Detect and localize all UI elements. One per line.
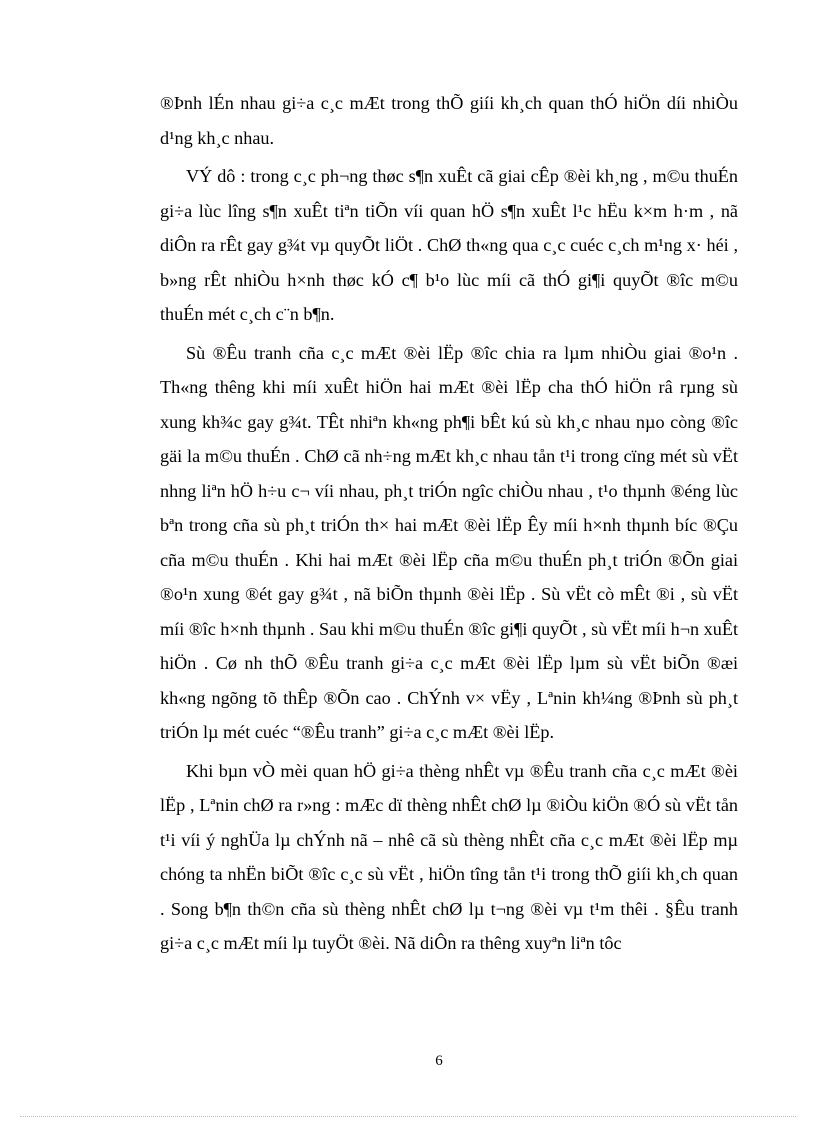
paragraph-example: VÝ dô : trong c¸c ph¬ng thøc s¶n xuÊt cã giai cÊp ®èi kh¸ng , m©u thuÉn gi÷a lùc lîng s¶n xuÊt tiªn tiÕn víi quan hÖ s¶n xuÊt l¹c hËu k×m h·m , nã diÔn ra rÊt gay g¾t vµ quyÕt liÖt . ChØ th«ng qua c¸c cuéc c¸ch m¹ng x· héi , b»ng rÊt nhiÒu h×nh thøc kÓ c¶ b¹o lùc míi cã thÓ gi¶i quyÕt ®îc m©u thuÉn mét c¸ch c¨n b¶n.	[160, 166, 738, 324]
paragraph-unity-struggle: Khi bµn vÒ mèi quan hÖ gi÷a thèng nhÊt vµ ®Êu tranh cña c¸c mÆt ®èi lËp , Lªnin chØ ra r»ng : mÆc dï thèng nhÊt chØ lµ ®iÒu kiÖn ®Ó sù vËt tån t¹i víi ý nghÜa lµ chÝnh nã – nhê cã sù thèng nhÊt cña c¸c mÆt ®èi lËp mµ chóng ta nhËn biÕt ®îc c¸c sù vËt , hiÖn tîng tån t¹i trong thÕ giíi kh¸ch quan . Song b¶n th©n cña sù thèng nhÊt chØ lµ t¬ng ®èi vµ t¹m thêi . §Êu tranh gi÷a c¸c mÆt míi lµ tuyÖt ®èi. Nã diÔn ra thêng xuyªn liªn tôc	[160, 760, 738, 953]
paragraph-struggle-stages: Sù ®Êu tranh cña c¸c mÆt ®èi lËp ®îc chia ra lµm nhiÒu giai ®o¹n . Th«ng thêng khi míi xuÊt hiÖn hai mÆt ®èi lËp cha thÓ hiÖn râ rµng sù xung kh¾c gay g¾t. TÊt nhiªn kh«ng ph¶i bÊt kú sù kh¸c nhau nµo còng ®îc gäi la m©u thuÉn . ChØ cã nh÷ng mÆt kh¸c nhau tån t¹i trong cïng mét sù vËt nhng liªn hÖ h÷u c¬ víi nhau, ph¸t triÓn ngîc chiÒu nhau , t¹o thµnh ®éng lùc bªn trong cña sù ph¸t triÓn th× hai mÆt ®èi lËp Êy míi h×nh thµnh bíc ®Çu cña m©u thuÉn . Khi hai mÆt ®èi lËp cña m©u thuÉn ph¸t triÓn ®Õn giai ®o¹n xung ®ét gay g¾t , nã biÕn thµnh ®èi lËp . Sù vËt cò mÊt ®i , sù vËt míi ®îc h×nh thµnh . Sau khi m©u thuÉn ®îc gi¶i quyÕt , sù vËt míi h¬n xuÊt hiÖn . Cø nh thÕ ®Êu tranh gi÷a c¸c mÆt ®èi lËp lµm sù vËt biÕn ®æi kh«ng ngõng tõ thÊp ®Õn cao . ChÝnh v× vËy , Lªnin kh¼ng ®Þnh sù ph¸t triÓn lµ mét cuéc “®Êu tranh” gi÷a c¸c mÆt ®èi lËp.	[160, 342, 738, 742]
body-text	[160, 86, 738, 965]
paragraph-continuation: ®Þnh lÉn nhau gi÷a c¸c mÆt trong thÕ giíi kh¸ch quan thÓ hiÖn díi nhiÒu d¹ng kh¸c nhau.	[160, 93, 738, 148]
page-number: 6	[435, 1053, 443, 1069]
page-bottom-divider	[20, 1116, 796, 1117]
